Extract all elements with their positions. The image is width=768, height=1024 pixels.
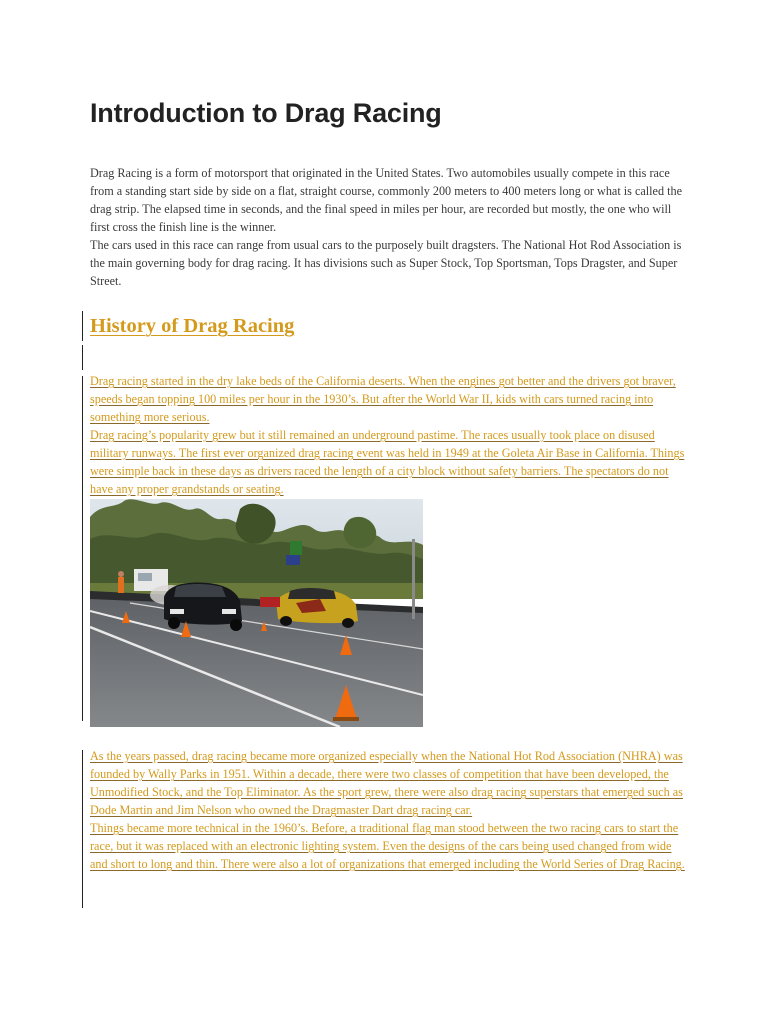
intro-section: [90, 164, 690, 290]
history-paragraph-4[interactable]: Things became more technical in the 1960’s. Before, a traditional flag man stood between the two racing cars to start the race, but it was replaced with an electronic lighting system. Even the designs of the cars being used changed from wide and short to long and thin. There were also a lot of organizations that emerged including the World Series of Drag Racing.: [90, 821, 685, 871]
history-paragraph-1[interactable]: Drag racing started in the dry lake beds of the California deserts. When the engines got better and the drivers got braver, speeds began topping 100 miles per hour in the 1930’s. But after the World War II, kids with cars turned racing into something more serious.: [90, 374, 676, 424]
history-section-2: [90, 747, 690, 873]
drag-racing-photo: [90, 499, 423, 727]
page-title: Introduction to Drag Racing: [90, 98, 442, 128]
intro-paragraph-2: The cars used in this race can range from usual cars to the purposely built dragsters. The National Hot Rod Association is the main governing body for drag racing. It has divisions such as Super Stock, Top Sportsman, Tops Dragster, and Super Street.: [90, 238, 682, 288]
change-bar: [82, 311, 83, 341]
change-bar: [82, 750, 83, 908]
history-heading[interactable]: History of Drag Racing: [90, 315, 295, 337]
change-bar: [82, 376, 83, 721]
history-paragraph-2[interactable]: Drag racing’s popularity grew but it still remained an underground pastime. The races usually took place on disused military runways. The first ever organized drag racing event was held in 1949 at the Goleta Air Base in California. Things were simple back in these days as drivers raced the length of a city block without safety barriers. The spectators do not have any proper grandstands or seating.: [90, 428, 685, 496]
history-paragraph-3[interactable]: As the years passed, drag racing became more organized especially when the National Hot Rod Association (NHRA) was founded by Wally Parks in 1951. Within a decade, there were two classes of competition that have been developed, the Unmodified Stock, and the Top Eliminator. As the sport grew, there were also drag racing superstars that emerged such as Dode Martin and Jim Nelson who owned the Dragmaster Dart drag racing car.: [90, 749, 683, 817]
history-section-1: [90, 372, 690, 498]
change-bar: [82, 345, 83, 370]
intro-paragraph-1: Drag Racing is a form of motorsport that originated in the United States. Two automobiles usually compete in this race from a standing start side by side on a flat, straight course, commonly 200 meters to 400 meters long or what is called the drag strip. The elapsed time in seconds, and the final speed in miles per hour, are recorded but mostly, the one who will first cross the finish line is the winner.: [90, 166, 682, 234]
